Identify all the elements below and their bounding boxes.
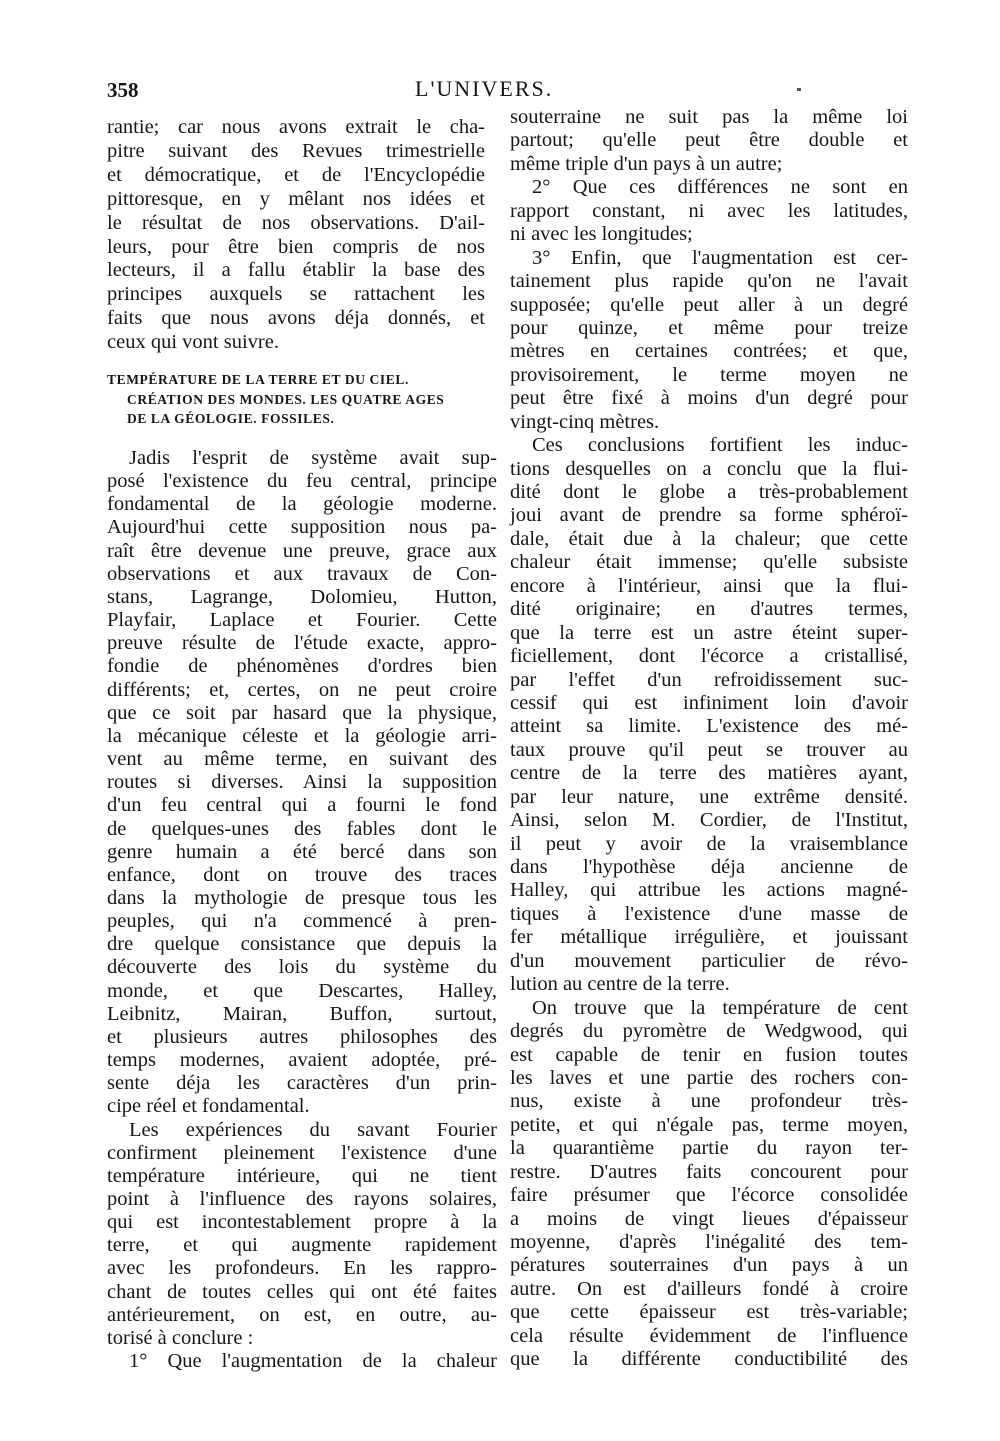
text-line: nus, existe à une profondeur très-: [510, 1090, 908, 1113]
text-line: dre quelque consistance que depuis la: [107, 933, 497, 956]
text-line: partout; qu'elle peut être double et: [510, 129, 908, 152]
text-line: tions desquelles on a conclu que la flui-: [510, 457, 908, 480]
text-line: torisé à conclure :: [107, 1326, 254, 1349]
text-line: mètres en certaines contrées; et que,: [510, 340, 908, 363]
text-line: joui avant de prendre sa forme sphéroï-: [510, 504, 908, 527]
text-line: enfance, dont on trouve des traces: [107, 863, 497, 886]
heading-line: CRÉATION DES MONDES. LES QUATRE AGES: [127, 391, 445, 407]
text-line: par leur nature, une extrême densité.: [510, 785, 908, 808]
scan-speck: [797, 88, 801, 91]
text-line: restre. D'autres faits concourent pour: [510, 1160, 908, 1183]
text-line: On trouve que la température de cent: [532, 996, 908, 1019]
text-line: ficiellement, dont l'écorce a cristallisé,: [510, 645, 908, 668]
text-line: d'un feu central qui a fourni le fond: [107, 794, 497, 817]
paragraph: [510, 176, 908, 246]
running-title: L'UNIVERS.: [415, 76, 554, 101]
section-heading: [107, 370, 487, 429]
text-line: chant de toutes celles qui ont été faites: [107, 1280, 497, 1303]
text-line: avec les profondeurs. En les rappro-: [107, 1257, 497, 1280]
text-line: pitre suivant des Revues trimestrielle: [107, 139, 485, 162]
text-line: degrés du pyromètre de Wedgwood, qui: [510, 1020, 908, 1043]
text-line: centre de la terre des matières ayant,: [510, 762, 908, 785]
text-line: fondie de phénomènes d'ordres bien: [107, 655, 497, 678]
text-line: ceux qui vont suivre.: [107, 331, 279, 354]
text-line: la mécanique céleste et la géologie arri-: [107, 724, 497, 747]
text-line: les laves et une partie des rochers con-: [510, 1066, 908, 1089]
text-line: cela résulte évidemment de l'influence: [510, 1324, 908, 1347]
text-line: supposée; qu'elle peut aller à un degré: [510, 293, 908, 316]
text-line: que cette épaisseur est très-variable;: [510, 1301, 908, 1324]
text-line: fondamental de la géologie moderne.: [107, 493, 497, 516]
text-line: lution au centre de la terre.: [510, 973, 730, 996]
text-line: Playfair, Laplace et Fourier. Cette: [107, 609, 497, 632]
text-line: peuples, qui n'a commencé à pren-: [107, 910, 497, 933]
text-line: ni avec les longitudes;: [510, 223, 693, 246]
text-line: dité dont le globe a très-probablement: [510, 481, 908, 503]
text-line: pour quinze, et même pour treize: [510, 316, 908, 339]
text-line: qui est incontestablement propre à la: [107, 1211, 497, 1234]
paragraph: [510, 247, 908, 435]
text-line: il peut y avoir de la vraisemblance: [510, 832, 908, 855]
text-line: rapport constant, ni avec les latitudes,: [510, 199, 908, 222]
text-line: preuve résulte de l'étude exacte, appro-: [107, 632, 497, 655]
text-line: terre, et qui augmente rapidement: [107, 1234, 497, 1257]
text-line: autre. On est d'ailleurs fondé à croire: [510, 1277, 908, 1300]
text-line: différents; et, certes, on ne peut croire: [107, 678, 497, 701]
heading-line: TEMPÉRATURE DE LA TERRE ET DU CIEL.: [107, 372, 409, 387]
text-line: point à l'influence des rayons solaires,: [107, 1188, 497, 1210]
text-line: température intérieure, qui ne tient: [107, 1164, 497, 1187]
text-line: leurs, pour être bien compris de nos: [107, 235, 485, 258]
text-line: routes si diverses. Ainsi la supposition: [107, 771, 497, 794]
left-column-body-text: [107, 447, 497, 1373]
text-line: que ce soit par hasard que la physique,: [107, 701, 497, 724]
text-line: chaleur était immense; qu'elle subsiste: [510, 551, 908, 574]
text-line: Ainsi, selon M. Cordier, de l'Institut,: [510, 809, 908, 832]
text-line: encore à l'intérieur, ainsi que la flui-: [510, 574, 908, 597]
text-line: le résultat de nos observations. D'ail-: [107, 211, 485, 234]
text-line: Leibnitz, Mairan, Buffon, surtout,: [107, 1002, 497, 1025]
right-column-body-text: [510, 106, 908, 1372]
paragraph: [510, 997, 908, 1372]
text-line: faits que nous avons déja donnés, et: [107, 307, 485, 330]
text-line: que la terre est un astre éteint super-: [510, 621, 908, 644]
text-line: atteint sa limite. L'existence des mé-: [510, 715, 908, 738]
text-line: Ces conclusions fortifient les induc-: [532, 434, 908, 457]
text-line: la quarantième partie du rayon ter-: [510, 1137, 908, 1160]
text-line: même triple d'un pays à un autre;: [510, 152, 783, 175]
text-line: rantie; car nous avons extrait le cha-: [107, 116, 485, 138]
paragraph: [510, 106, 908, 176]
text-line: monde, et que Descartes, Halley,: [107, 979, 497, 1002]
text-line: 1° Que l'augmentation de la chaleur: [129, 1350, 497, 1373]
text-line: 2° Que ces différences ne sont en: [532, 176, 908, 199]
text-line: pittoresque, en y mêlant nos idées et: [107, 187, 485, 210]
text-line: posé l'existence du feu central, principe: [107, 470, 497, 493]
text-line: faire présumer que l'écorce consolidée: [510, 1184, 908, 1207]
text-line: 3° Enfin, que l'augmentation est cer-: [532, 246, 908, 269]
text-line: temps modernes, avaient adoptée, pré-: [107, 1049, 497, 1072]
text-line: pératures souterraines d'un pays à un: [510, 1254, 908, 1277]
text-line: moyenne, d'après l'inégalité des tem-: [510, 1231, 908, 1253]
text-line: vingt-cinq mètres.: [510, 410, 660, 433]
left-column-intro-text: [107, 116, 485, 355]
text-line: genre humain a été bercé dans son: [107, 840, 497, 863]
text-line: Halley, qui attribue les actions magné-: [510, 879, 908, 902]
paragraph: [107, 447, 497, 1119]
paragraph: [107, 116, 485, 355]
text-line: taux prouve qu'il peut se trouver au: [510, 738, 908, 761]
paragraph: [107, 1350, 497, 1373]
text-line: principes auxquels se rattachent les: [107, 283, 485, 306]
text-line: lecteurs, il a fallu établir la base des: [107, 259, 485, 282]
text-line: par l'effet d'un refroidissement suc-: [510, 668, 908, 691]
text-line: antérieurement, on est, en outre, au-: [107, 1303, 497, 1326]
text-line: souterraine ne suit pas la même loi: [510, 106, 908, 128]
text-line: que la différente conductibilité des: [510, 1348, 908, 1371]
text-line: sente déja les caractères d'un prin-: [107, 1072, 497, 1095]
page-number: 358: [107, 78, 139, 102]
text-line: tiques à l'existence d'une masse de: [510, 902, 908, 925]
text-line: cessif qui est infiniment loin d'avoir: [510, 691, 908, 714]
text-line: de quelques-unes des fables dont le: [107, 817, 497, 840]
text-line: tainement plus rapide qu'on ne l'avait: [510, 270, 908, 293]
text-line: est capable de tenir en fusion toutes: [510, 1043, 908, 1066]
text-line: stans, Lagrange, Dolomieu, Hutton,: [107, 585, 497, 608]
text-line: Les expériences du savant Fourier: [129, 1118, 497, 1141]
text-line: provisoirement, le terme moyen ne: [510, 363, 908, 386]
text-line: cipe réel et fondamental.: [107, 1095, 310, 1118]
text-line: et plusieurs autres philosophes des: [107, 1025, 497, 1048]
text-line: dale, était due à la chaleur; que cette: [510, 527, 908, 550]
text-line: et démocratique, et de l'Encyclopédie: [107, 163, 485, 186]
text-line: observations et aux travaux de Con-: [107, 562, 497, 585]
text-line: découverte des lois du système du: [107, 956, 497, 979]
text-line: petite, et qui n'égale pas, terme moyen,: [510, 1113, 908, 1136]
text-line: fer métallique irrégulière, et jouissant: [510, 926, 908, 949]
text-line: peut être fixé à moins d'un degré pour: [510, 387, 908, 410]
text-line: Jadis l'esprit de système avait sup-: [129, 447, 497, 469]
paragraph: [107, 1119, 497, 1351]
paragraph: [510, 434, 908, 997]
text-line: dans l'hypothèse déja ancienne de: [510, 856, 908, 878]
text-line: dité originaire; en d'autres termes,: [510, 598, 908, 621]
text-line: raît être devenue une preuve, grace aux: [107, 539, 497, 562]
text-line: Aujourd'hui cette supposition nous pa-: [107, 516, 497, 539]
text-line: d'un mouvement particulier de révo-: [510, 949, 908, 972]
heading-line: DE LA GÉOLOGIE. FOSSILES.: [127, 411, 335, 426]
text-line: dans la mythologie de presque tous les: [107, 886, 497, 909]
text-line: a moins de vingt lieues d'épaisseur: [510, 1207, 908, 1230]
text-line: vent au même terme, en suivant des: [107, 748, 497, 771]
text-line: confirment pleinement l'existence d'une: [107, 1141, 497, 1164]
